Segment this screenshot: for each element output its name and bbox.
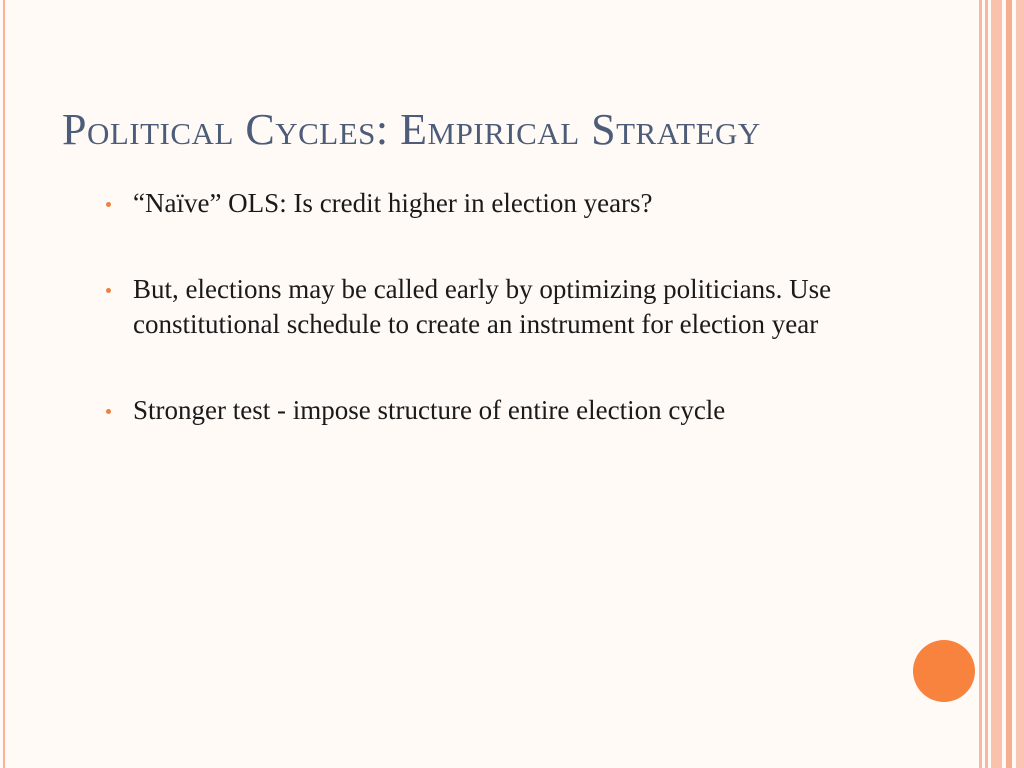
right-stripe <box>979 0 982 768</box>
right-stripe <box>991 0 1002 768</box>
right-stripe <box>1006 0 1012 768</box>
bullet-list <box>104 186 864 428</box>
bullet-dot-icon <box>106 288 111 293</box>
orange-circle-icon <box>913 640 975 702</box>
bullet-item <box>104 186 864 221</box>
bullet-text: Stronger test - impose structure of entire election cycle <box>133 395 726 425</box>
bullet-item <box>104 272 864 342</box>
bullet-item <box>104 393 864 428</box>
left-border-line <box>3 0 5 768</box>
bullet-text: “Naïve” OLS: Is credit higher in election years? <box>133 188 653 218</box>
bullet-dot-icon <box>106 202 111 207</box>
right-stripe <box>985 0 988 768</box>
right-stripe <box>1016 0 1024 768</box>
slide-title: Political Cycles: Empirical Strategy <box>62 105 761 154</box>
bullet-text: But, elections may be called early by optimizing politicians. Use constitutional schedule to create an instrument for election year <box>133 274 832 339</box>
bullet-dot-icon <box>106 409 111 414</box>
